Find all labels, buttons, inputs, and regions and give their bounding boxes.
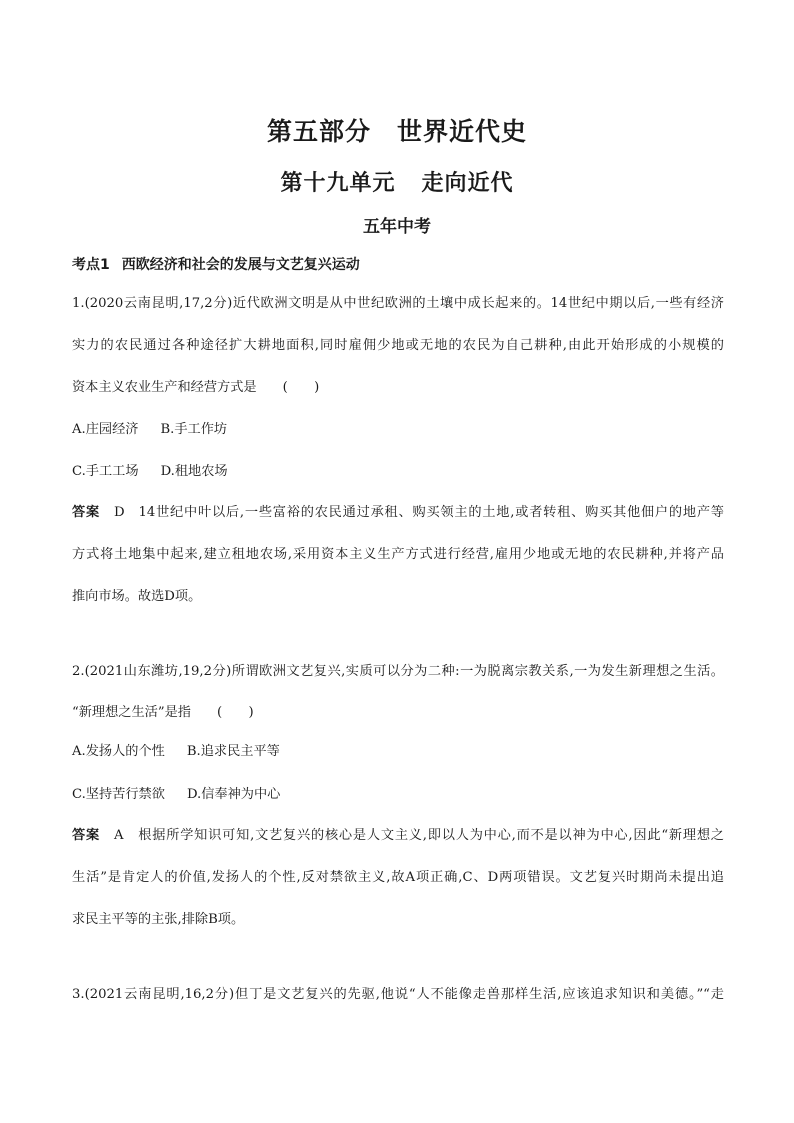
q1-options-row-2 <box>72 462 724 482</box>
part-name: 世界近代史 <box>397 117 528 146</box>
topic-label: 考点1 <box>72 257 110 273</box>
q2-answer-line-1 <box>72 826 724 846</box>
unit-name: 走向近代 <box>421 171 514 196</box>
q2-stem-line-1: 2.(2021山东潍坊,19,2分)所谓欧洲文艺复兴,实质可以分为二种:一为脱离宗教关系,一为发生新理想之生活。 <box>72 664 724 679</box>
unit-title <box>0 166 794 197</box>
answer-bracket: ( ) <box>216 705 254 720</box>
q1-stem-text: 资本主义农业生产和经营方式是 <box>72 380 257 395</box>
q1-options-row-1 <box>72 420 724 440</box>
q1-stem-line-2: 实力的农民通过各种途径扩大耕地面积,同时雇佣少地或无地的农民为自己耕种,由此开始形成的小规模的 <box>72 338 724 353</box>
topic-heading <box>72 254 360 274</box>
q1-option-c: C.手工工场 <box>72 464 139 479</box>
q1-stem-line-3 <box>72 378 724 398</box>
q2-option-b: B.追求民主平等 <box>186 744 280 759</box>
q1-answer-line-2: 方式将土地集中起来,建立租地农场,采用资本主义生产方式进行经营,雇用少地或无地的农民耕种,并将产品 <box>72 547 724 562</box>
q2-answer-line-2: 生活”是肯定人的价值,发扬人的个性,反对禁欲主义,故A项正确,C、D两项错误。文艺复兴时期尚未提出追 <box>72 870 724 885</box>
part-number: 第五部分 <box>266 117 371 146</box>
q2-option-a: A.发扬人的个性 <box>72 744 165 759</box>
section-subtitle: 五年中考 <box>363 217 431 237</box>
q1-answer-line-3: 推向市场。故选D项。 <box>72 589 202 604</box>
unit-number: 第十九单元 <box>280 171 396 196</box>
q2-options-row-2 <box>72 785 724 805</box>
answer-letter: D <box>113 505 125 520</box>
q1-option-a: A.庄园经济 <box>72 422 139 437</box>
part-title <box>0 112 794 148</box>
q2-option-c: C.坚持苦行禁欲 <box>72 787 165 802</box>
answer-bracket: ( ) <box>282 380 320 395</box>
answer-letter: A <box>113 828 124 843</box>
q1-option-b: B.手工作坊 <box>160 422 228 437</box>
q1-explanation-1: 14世纪中叶以后,一些富裕的农民通过承租、购买领主的土地,或者转租、购买其他佃户的地产等 <box>138 505 724 520</box>
q2-options-row-1 <box>72 742 724 762</box>
q1-answer-line-1 <box>72 503 724 523</box>
topic-title: 西欧经济和社会的发展与文艺复兴运动 <box>121 257 360 273</box>
answer-label: 答案 <box>72 505 100 520</box>
q2-answer-line-3: 求民主平等的主张,排除B项。 <box>72 912 245 927</box>
answer-label: 答案 <box>72 828 100 843</box>
q2-explanation-1: 根据所学知识可知,文艺复兴的核心是人文主义,即以人为中心,而不是以神为中心,因此“新理想之 <box>137 828 724 843</box>
q2-option-d: D.信奉神为中心 <box>186 787 281 802</box>
q2-stem-text: “新理想之生活”是指 <box>72 705 191 720</box>
q1-option-d: D.租地农场 <box>160 464 228 479</box>
q1-stem-line-1: 1.(2020云南昆明,17,2分)近代欧洲文明是从中世纪欧洲的土壤中成长起来的。14世纪中期以后,一些有经济 <box>72 296 724 311</box>
q3-stem-line-1: 3.(2021云南昆明,16,2分)但丁是文艺复兴的先驱,他说“人不能像走兽那样生活,应该追求知识和美德。”“走 <box>72 987 724 1002</box>
q2-stem-line-2 <box>72 703 724 723</box>
